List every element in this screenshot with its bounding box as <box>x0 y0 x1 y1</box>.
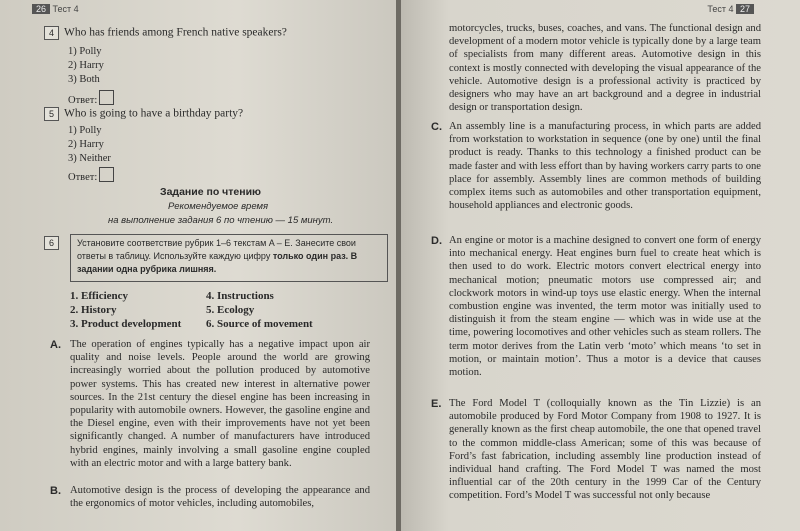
option: 3) Both <box>68 74 100 85</box>
right-page <box>401 0 800 531</box>
heading-4: 4. Instructions <box>206 290 274 302</box>
text-letter-b: B. <box>50 485 61 497</box>
option: 2) Harry <box>68 60 104 71</box>
text-letter-c: C. <box>431 121 442 133</box>
question-text: Who is going to have a birthday party? <box>64 107 244 120</box>
question-text: Who has friends among French native speakers? <box>64 26 287 39</box>
task-title: Задание по чтению <box>160 186 261 198</box>
question-number: 5 <box>44 107 59 121</box>
task-sub-1: Рекомендуемое время <box>168 201 269 212</box>
text-b: Automotive design is the process of developing the appearance and the ergonomics of motor vehicles, including automobiles, <box>70 485 370 510</box>
text-a: The operation of engines typically has a negative impact upon air quality and noise levels. People around the world are growing increasingly worried about the pollution produced by automotive power systems. This has created new interest in alternative power sources. In the 21st century the diesel engine has been increasing in popularity with automobile owners. However, the gasoline engine and the Diesel engine, even with their improvements have not yet been significantly changed. A number of manufacturers have introduced hybrid engines, mainly involving a small gasoline engine coupled with an electric motor and with a large battery bank. <box>70 339 370 469</box>
text-letter-d: D. <box>431 235 442 247</box>
heading-6: 6. Source of movement <box>206 318 313 330</box>
question-4 <box>44 26 287 40</box>
text-e: The Ford Model T (colloquially known as the Tin Lizzie) is an automobile produced by Ford Motor Company from 1908 to 1927. It is generally known as the first cheap automobile, the one that opened travel to the common middle-class American; some of this was because of Ford’s fast fabrication, including assembly line production instead of individual hand crafting. The Ford Model T was named the most influential car of the 20th century in the 1999 Car of the Century competition. Ford’s Model T was successful not only because <box>449 398 761 502</box>
answer-label: Ответ: <box>68 95 98 106</box>
answer-label: Ответ: <box>68 172 98 183</box>
option: 2) Harry <box>68 139 104 150</box>
text-letter-a: A. <box>50 339 61 351</box>
text-d: An engine or motor is a machine designed to convert one form of energy into mechanical energy. Heat engines burn fuel to create heat which is then used to do work. Electric motors convert electrical energy into mechanical motion; pneumatic motors use compressed air; and clockwork motors in wind-up toys use elastic energy. When the internal combustion engine was invented, the term motor was initially used to distinguish it from the steam engine — which was in wide use at the time, powering locomotives and other vehicles such as steam rollers. The term motor derives from the Latin verb ‘moto’ which means ‘to set in motion, or maintain motion’. Thus a motor is a device that causes motion. <box>449 235 761 379</box>
question-number: 4 <box>44 26 59 40</box>
instruction-bold: только один раз. В задании одна рубрика лишняя. <box>77 251 358 274</box>
option: 3) Neither <box>68 153 111 164</box>
heading-2: 2. History <box>70 304 117 316</box>
text-letter-e: E. <box>431 398 442 410</box>
right-page-number: 27 <box>736 4 754 14</box>
heading-3: 3. Product development <box>70 318 182 330</box>
instruction-text: Установите соответствие рубрик 1–6 текстам A – E. Занесите свои ответы в таблицу. Используйте каждую цифру <box>77 238 356 261</box>
heading-5: 5. Ecology <box>206 304 255 316</box>
left-running-title: Тест 4 <box>52 4 79 14</box>
right-running-head <box>707 4 754 14</box>
heading-1: 1. Efficiency <box>70 290 129 302</box>
option: 1) Polly <box>68 125 102 136</box>
question-5 <box>44 107 243 121</box>
text-c: An assembly line is a manufacturing process, in which parts are added from workstation to workstation in sequence (one by one) until the final product is ready. Thanks to this technology a finished product can be made faster and with less effort than by having workers carry parts to one place for assembly. Assembly lines are common methods of building complex items such as automobiles and other transportation equipment, household appliances and electronic goods. <box>449 121 761 212</box>
text-b-continued: motorcycles, trucks, buses, coaches, and vans. The functional design and development of a modern motor vehicle is typically done by a large team of specialists from many different areas. Automotive design in this context is mostly connected with developing the visual appearance of the vehicle. Automotive design is a professional activity is practiced by designers who may have an art background and a degree in industrial design or transportation design. <box>449 23 761 114</box>
task-number: 6 <box>44 236 59 250</box>
right-running-title: Тест 4 <box>707 4 734 14</box>
left-running-head <box>32 4 79 14</box>
answer-box[interactable] <box>99 167 114 182</box>
instruction-box <box>70 234 388 282</box>
answer-row-5 <box>68 167 114 183</box>
task-sub-2: на выполнение задания 6 по чтению — 15 минут. <box>108 215 334 226</box>
left-page-number: 26 <box>32 4 50 14</box>
left-page <box>0 0 397 531</box>
option: 1) Polly <box>68 46 102 57</box>
answer-row-4 <box>68 90 114 106</box>
answer-box[interactable] <box>99 90 114 105</box>
